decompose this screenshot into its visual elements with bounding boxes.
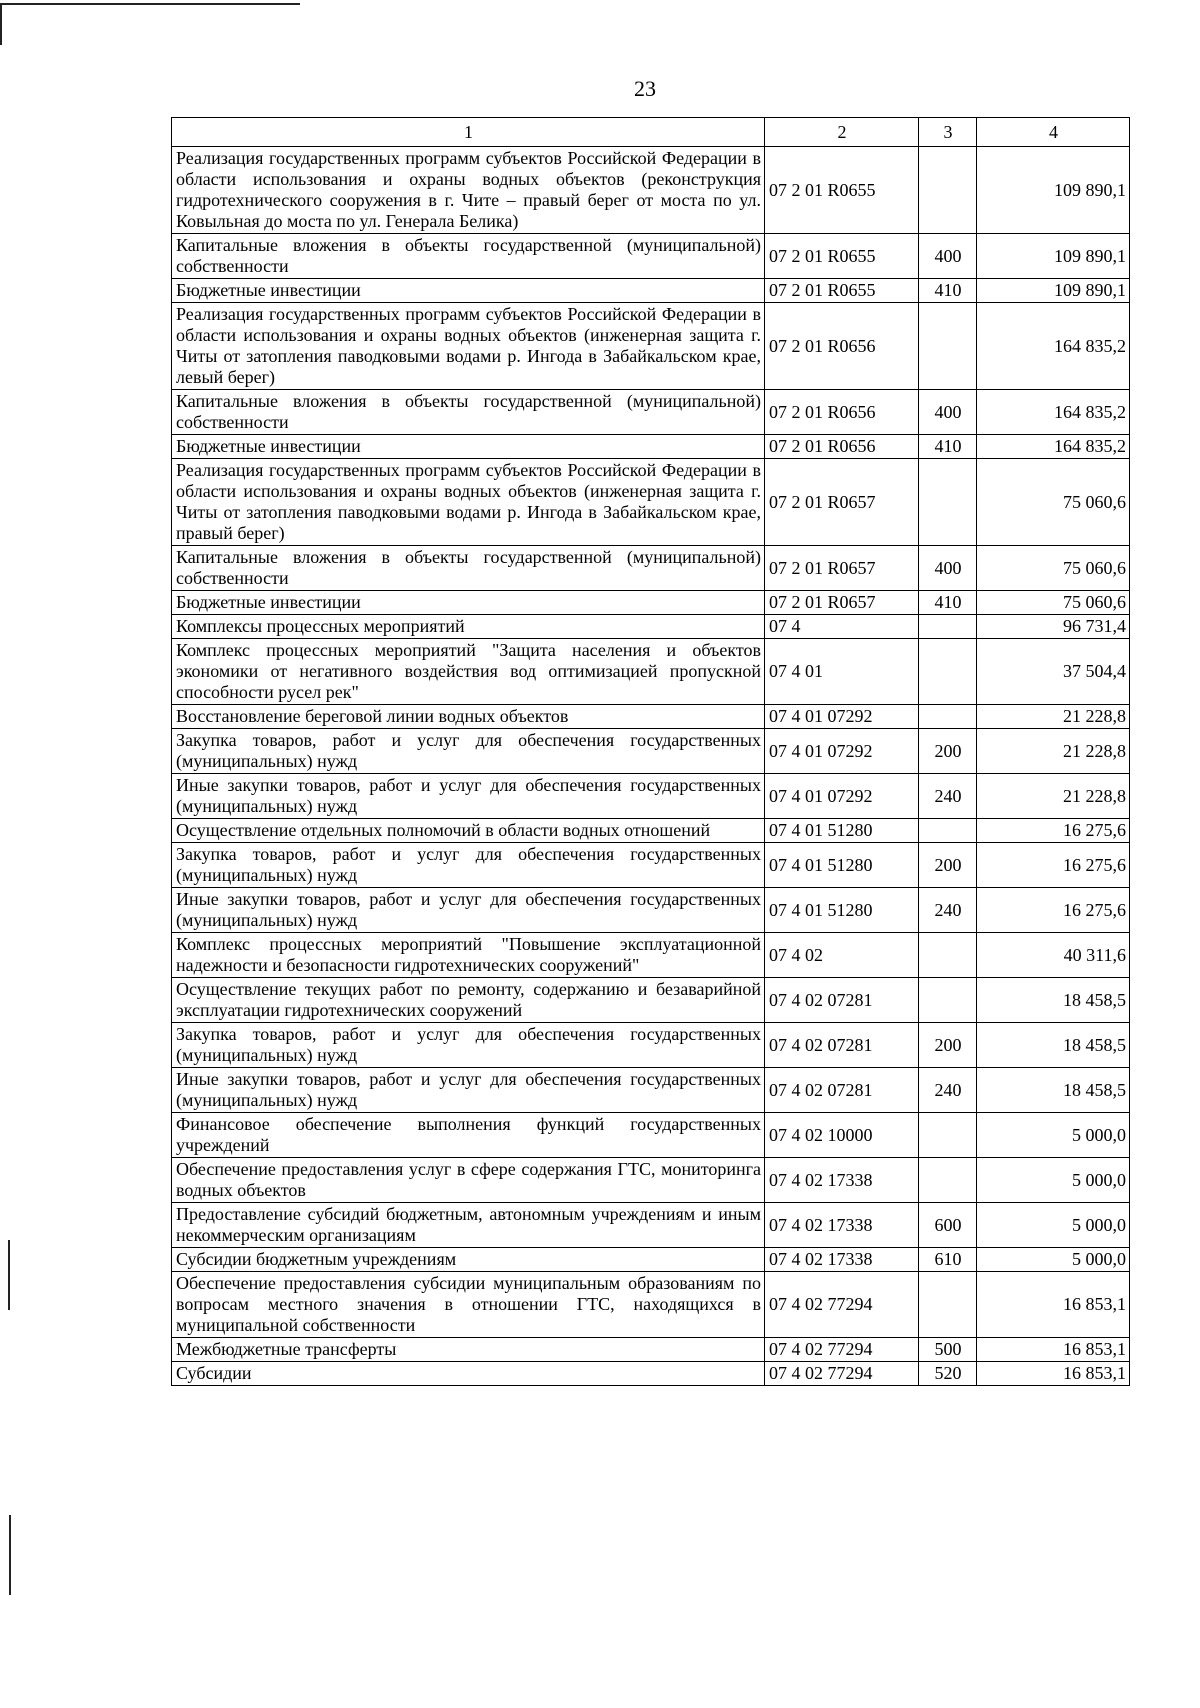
row-expense-type-cell bbox=[919, 705, 977, 729]
row-expense-type-cell bbox=[919, 303, 977, 390]
row-amount-cell: 5 000,0 bbox=[977, 1113, 1130, 1158]
header-row bbox=[172, 118, 1130, 147]
row-name-cell: Капитальные вложения в объекты государственной (муниципальной) собственности bbox=[172, 234, 765, 279]
row-code-cell: 07 4 02 07281 bbox=[765, 1023, 919, 1068]
table-row bbox=[172, 279, 1130, 303]
row-expense-type-cell: 400 bbox=[919, 546, 977, 591]
table-row bbox=[172, 888, 1130, 933]
row-expense-type-cell: 240 bbox=[919, 1068, 977, 1113]
row-amount-cell: 5 000,0 bbox=[977, 1158, 1130, 1203]
row-amount-cell: 16 275,6 bbox=[977, 843, 1130, 888]
row-name-cell: Бюджетные инвестиции bbox=[172, 591, 765, 615]
row-expense-type-cell: 200 bbox=[919, 729, 977, 774]
row-code-cell: 07 4 02 17338 bbox=[765, 1203, 919, 1248]
row-expense-type-cell bbox=[919, 639, 977, 705]
row-amount-cell: 75 060,6 bbox=[977, 591, 1130, 615]
row-expense-type-cell: 520 bbox=[919, 1362, 977, 1386]
table-row bbox=[172, 705, 1130, 729]
row-name-cell: Реализация государственных программ субъектов Российской Федерации в области использования и охраны водных объектов (реконструкция гидротехнического сооружения в г. Чите – правый берег от моста по ул. Ковыльная до моста по ул. Генерала Белика) bbox=[172, 147, 765, 234]
row-name-cell: Иные закупки товаров, работ и услуг для обеспечения государственных (муниципальных) нужд bbox=[172, 888, 765, 933]
row-amount-cell: 18 458,5 bbox=[977, 1068, 1130, 1113]
page-number: 23 bbox=[634, 76, 656, 101]
row-expense-type-cell bbox=[919, 819, 977, 843]
row-amount-cell: 18 458,5 bbox=[977, 978, 1130, 1023]
row-code-cell: 07 2 01 R0656 bbox=[765, 390, 919, 435]
row-amount-cell: 16 853,1 bbox=[977, 1338, 1130, 1362]
row-name-cell: Обеспечение предоставления услуг в сфере содержания ГТС, мониторинга водных объектов bbox=[172, 1158, 765, 1203]
row-amount-cell: 37 504,4 bbox=[977, 639, 1130, 705]
row-expense-type-cell: 240 bbox=[919, 774, 977, 819]
row-code-cell: 07 4 02 bbox=[765, 933, 919, 978]
row-name-cell: Комплексы процессных мероприятий bbox=[172, 615, 765, 639]
row-expense-type-cell bbox=[919, 615, 977, 639]
table-row bbox=[172, 774, 1130, 819]
row-code-cell: 07 2 01 R0656 bbox=[765, 435, 919, 459]
row-expense-type-cell bbox=[919, 1113, 977, 1158]
row-code-cell: 07 4 02 17338 bbox=[765, 1248, 919, 1272]
scan-border-left bbox=[0, 3, 2, 45]
row-name-cell: Предоставление субсидий бюджетным, автономным учреждениям и иным некоммерческим организациям bbox=[172, 1203, 765, 1248]
row-name-cell: Закупка товаров, работ и услуг для обеспечения государственных (муниципальных) нужд bbox=[172, 843, 765, 888]
row-name-cell: Осуществление текущих работ по ремонту, содержанию и безаварийной эксплуатации гидротехнических сооружений bbox=[172, 978, 765, 1023]
row-expense-type-cell bbox=[919, 1158, 977, 1203]
row-code-cell: 07 4 02 17338 bbox=[765, 1158, 919, 1203]
row-expense-type-cell: 410 bbox=[919, 435, 977, 459]
row-code-cell: 07 2 01 R0657 bbox=[765, 591, 919, 615]
row-code-cell: 07 4 02 07281 bbox=[765, 1068, 919, 1113]
table-row bbox=[172, 435, 1130, 459]
row-amount-cell: 164 835,2 bbox=[977, 303, 1130, 390]
table-row bbox=[172, 303, 1130, 390]
row-name-cell: Капитальные вложения в объекты государственной (муниципальной) собственности bbox=[172, 546, 765, 591]
row-amount-cell: 18 458,5 bbox=[977, 1023, 1130, 1068]
row-code-cell: 07 2 01 R0655 bbox=[765, 279, 919, 303]
row-code-cell: 07 4 02 10000 bbox=[765, 1113, 919, 1158]
table-row bbox=[172, 1068, 1130, 1113]
row-expense-type-cell: 600 bbox=[919, 1203, 977, 1248]
row-name-cell: Реализация государственных программ субъектов Российской Федерации в области использования и охраны водных объектов (инженерная защита г. Читы от затопления паводковыми водами р. Ингода в Забайкальском крае, правый берег) bbox=[172, 459, 765, 546]
scan-line-left bbox=[8, 1240, 10, 1310]
row-name-cell: Комплекс процессных мероприятий "Повышение эксплуатационной надежности и безопасности гидротехнических сооружений" bbox=[172, 933, 765, 978]
scan-line-left-lower bbox=[9, 1515, 11, 1595]
table-row bbox=[172, 1248, 1130, 1272]
row-code-cell: 07 4 01 bbox=[765, 639, 919, 705]
table-row bbox=[172, 1362, 1130, 1386]
row-name-cell: Бюджетные инвестиции bbox=[172, 435, 765, 459]
row-expense-type-cell: 410 bbox=[919, 279, 977, 303]
row-expense-type-cell: 200 bbox=[919, 843, 977, 888]
row-expense-type-cell bbox=[919, 459, 977, 546]
scan-border-top bbox=[0, 3, 300, 5]
table-row bbox=[172, 234, 1130, 279]
row-expense-type-cell: 500 bbox=[919, 1338, 977, 1362]
row-amount-cell: 75 060,6 bbox=[977, 546, 1130, 591]
row-amount-cell: 5 000,0 bbox=[977, 1203, 1130, 1248]
row-code-cell: 07 4 02 77294 bbox=[765, 1272, 919, 1338]
row-amount-cell: 75 060,6 bbox=[977, 459, 1130, 546]
row-name-cell: Закупка товаров, работ и услуг для обеспечения государственных (муниципальных) нужд bbox=[172, 729, 765, 774]
row-code-cell: 07 4 02 77294 bbox=[765, 1362, 919, 1386]
table-row bbox=[172, 1338, 1130, 1362]
row-name-cell: Восстановление береговой линии водных объектов bbox=[172, 705, 765, 729]
row-amount-cell: 164 835,2 bbox=[977, 435, 1130, 459]
table-body bbox=[172, 147, 1130, 1386]
budget-table bbox=[171, 117, 1130, 1386]
table-row bbox=[172, 1203, 1130, 1248]
table-row bbox=[172, 978, 1130, 1023]
row-expense-type-cell: 410 bbox=[919, 591, 977, 615]
row-name-cell: Закупка товаров, работ и услуг для обеспечения государственных (муниципальных) нужд bbox=[172, 1023, 765, 1068]
table-row bbox=[172, 390, 1130, 435]
row-code-cell: 07 4 01 51280 bbox=[765, 843, 919, 888]
row-amount-cell: 16 275,6 bbox=[977, 819, 1130, 843]
header-cell: 4 bbox=[977, 118, 1130, 147]
row-amount-cell: 109 890,1 bbox=[977, 234, 1130, 279]
table-row bbox=[172, 639, 1130, 705]
row-name-cell: Иные закупки товаров, работ и услуг для обеспечения государственных (муниципальных) нужд bbox=[172, 774, 765, 819]
row-expense-type-cell bbox=[919, 978, 977, 1023]
row-amount-cell: 21 228,8 bbox=[977, 774, 1130, 819]
row-expense-type-cell: 200 bbox=[919, 1023, 977, 1068]
row-code-cell: 07 2 01 R0657 bbox=[765, 546, 919, 591]
row-amount-cell: 40 311,6 bbox=[977, 933, 1130, 978]
table-row bbox=[172, 147, 1130, 234]
row-amount-cell: 164 835,2 bbox=[977, 390, 1130, 435]
header-cell: 3 bbox=[919, 118, 977, 147]
row-amount-cell: 5 000,0 bbox=[977, 1248, 1130, 1272]
row-expense-type-cell: 400 bbox=[919, 234, 977, 279]
row-name-cell: Обеспечение предоставления субсидии муниципальным образованиям по вопросам местного значения в отношении ГТС, находящихся в муниципальной собственности bbox=[172, 1272, 765, 1338]
row-name-cell: Капитальные вложения в объекты государственной (муниципальной) собственности bbox=[172, 390, 765, 435]
table-row bbox=[172, 546, 1130, 591]
row-expense-type-cell: 400 bbox=[919, 390, 977, 435]
table-row bbox=[172, 819, 1130, 843]
header-cell: 2 bbox=[765, 118, 919, 147]
row-name-cell: Субсидии бюджетным учреждениям bbox=[172, 1248, 765, 1272]
row-amount-cell: 96 731,4 bbox=[977, 615, 1130, 639]
table-row bbox=[172, 729, 1130, 774]
row-amount-cell: 109 890,1 bbox=[977, 147, 1130, 234]
row-code-cell: 07 4 02 07281 bbox=[765, 978, 919, 1023]
row-code-cell: 07 4 02 77294 bbox=[765, 1338, 919, 1362]
row-code-cell: 07 4 01 07292 bbox=[765, 705, 919, 729]
row-code-cell: 07 4 bbox=[765, 615, 919, 639]
table-row bbox=[172, 615, 1130, 639]
header-cell: 1 bbox=[172, 118, 765, 147]
table-row bbox=[172, 591, 1130, 615]
row-code-cell: 07 2 01 R0655 bbox=[765, 234, 919, 279]
table-row bbox=[172, 1113, 1130, 1158]
table-row bbox=[172, 843, 1130, 888]
table-row bbox=[172, 1023, 1130, 1068]
row-amount-cell: 16 275,6 bbox=[977, 888, 1130, 933]
row-expense-type-cell bbox=[919, 147, 977, 234]
row-amount-cell: 21 228,8 bbox=[977, 729, 1130, 774]
row-code-cell: 07 4 01 07292 bbox=[765, 774, 919, 819]
row-amount-cell: 16 853,1 bbox=[977, 1272, 1130, 1338]
row-name-cell: Финансовое обеспечение выполнения функций государственных учреждений bbox=[172, 1113, 765, 1158]
table-row bbox=[172, 1272, 1130, 1338]
row-name-cell: Субсидии bbox=[172, 1362, 765, 1386]
row-amount-cell: 21 228,8 bbox=[977, 705, 1130, 729]
row-code-cell: 07 4 01 07292 bbox=[765, 729, 919, 774]
row-code-cell: 07 2 01 R0657 bbox=[765, 459, 919, 546]
table-row bbox=[172, 933, 1130, 978]
row-expense-type-cell bbox=[919, 1272, 977, 1338]
row-code-cell: 07 4 01 51280 bbox=[765, 888, 919, 933]
row-code-cell: 07 2 01 R0655 bbox=[765, 147, 919, 234]
row-name-cell: Осуществление отдельных полномочий в области водных отношений bbox=[172, 819, 765, 843]
row-name-cell: Реализация государственных программ субъектов Российской Федерации в области использования и охраны водных объектов (инженерная защита г. Читы от затопления паводковыми водами р. Ингода в Забайкальском крае, левый берег) bbox=[172, 303, 765, 390]
row-amount-cell: 109 890,1 bbox=[977, 279, 1130, 303]
row-expense-type-cell: 610 bbox=[919, 1248, 977, 1272]
row-code-cell: 07 4 01 51280 bbox=[765, 819, 919, 843]
row-name-cell: Комплекс процессных мероприятий "Защита населения и объектов экономики от негативного воздействия вод оптимизацией пропускной способности русел рек" bbox=[172, 639, 765, 705]
row-expense-type-cell bbox=[919, 933, 977, 978]
row-code-cell: 07 2 01 R0656 bbox=[765, 303, 919, 390]
table-row bbox=[172, 1158, 1130, 1203]
row-name-cell: Бюджетные инвестиции bbox=[172, 279, 765, 303]
row-name-cell: Иные закупки товаров, работ и услуг для обеспечения государственных (муниципальных) нужд bbox=[172, 1068, 765, 1113]
row-expense-type-cell: 240 bbox=[919, 888, 977, 933]
table-row bbox=[172, 459, 1130, 546]
row-amount-cell: 16 853,1 bbox=[977, 1362, 1130, 1386]
row-name-cell: Межбюджетные трансферты bbox=[172, 1338, 765, 1362]
